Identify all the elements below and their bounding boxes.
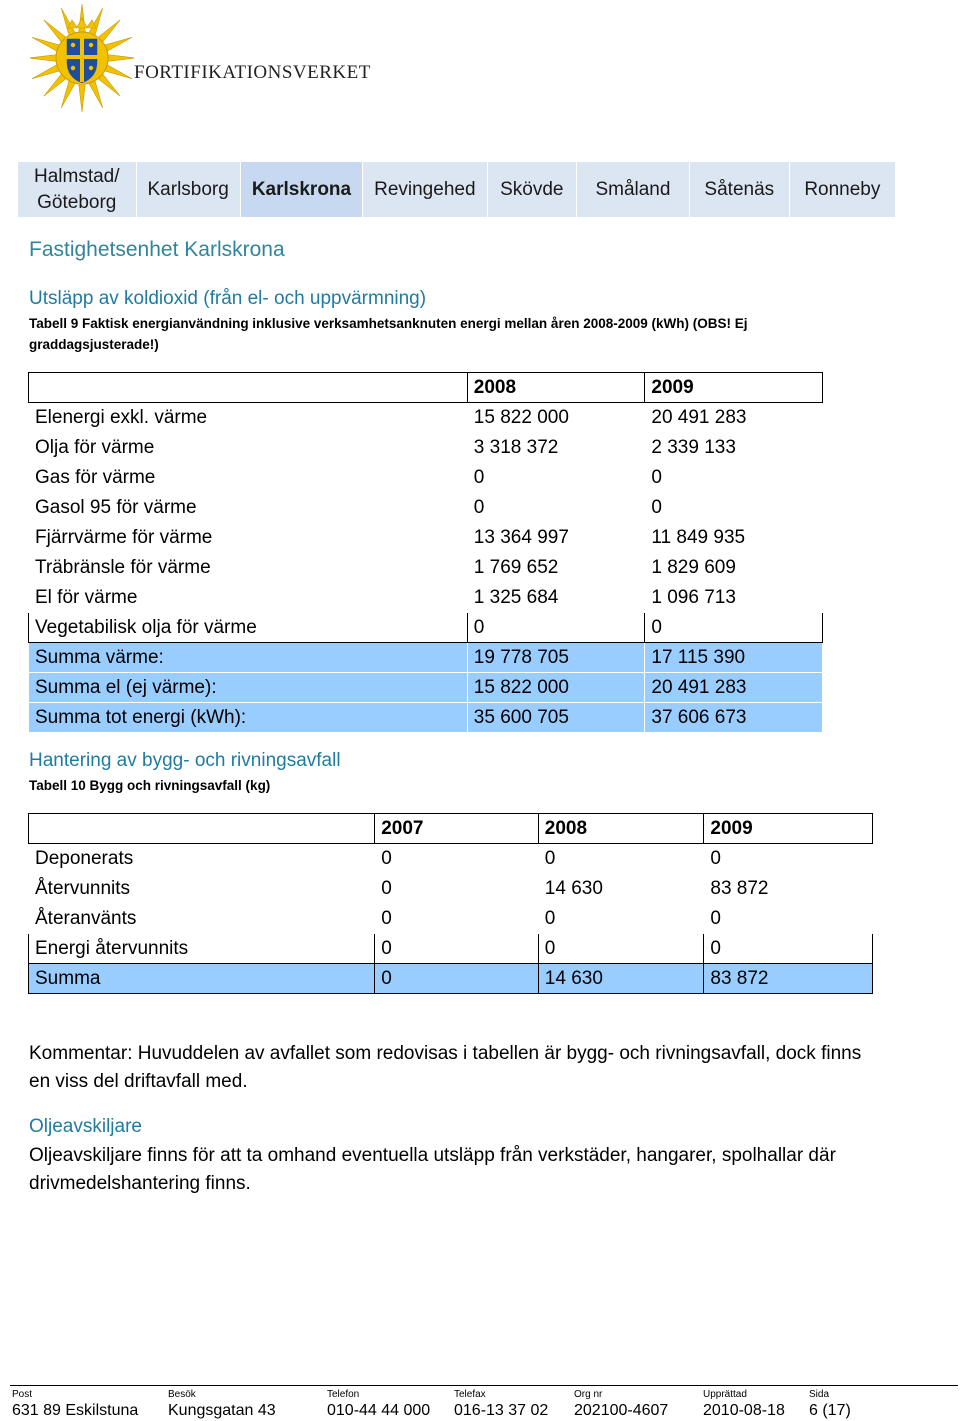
- cell-value: 14 630: [538, 964, 704, 994]
- header-cell: 2009: [704, 814, 873, 844]
- header-cell: 2007: [375, 814, 539, 844]
- cell-value: 0: [704, 934, 873, 964]
- header-cell: 2008: [467, 373, 645, 403]
- cell-value: 0: [538, 904, 704, 934]
- cell-value: 1 325 684: [467, 583, 645, 613]
- fortifikationsverket-logo: [30, 2, 134, 114]
- table-row: [29, 613, 823, 643]
- page-footer: [10, 1385, 958, 1421]
- footer-value: 2010-08-18: [703, 1402, 785, 1419]
- cell-value: 0: [375, 844, 539, 874]
- cell-value: 0: [467, 463, 645, 493]
- table-row: [29, 553, 823, 583]
- nav-item-label: Halmstad/ Göteborg: [33, 165, 120, 213]
- row-label: Vegetabilisk olja för värme: [29, 613, 468, 643]
- nav-item-label: Karlskrona: [251, 178, 352, 200]
- cell-value: 20 491 283: [645, 673, 823, 703]
- cell-value: 17 115 390: [645, 643, 823, 673]
- table-caption-10: Tabell 10 Bygg och rivningsavfall (kg): [29, 778, 271, 793]
- cell-value: 15 822 000: [467, 403, 645, 433]
- sum-row: [29, 964, 873, 994]
- footer-label: Telefax: [454, 1389, 486, 1400]
- cell-value: 83 872: [704, 964, 873, 994]
- header-cell: [29, 373, 468, 403]
- footer-page: [809, 1386, 889, 1421]
- cell-value: 0: [467, 613, 645, 643]
- table-row: [29, 934, 873, 964]
- footer-label: Telefon: [327, 1389, 360, 1400]
- nav-item-smaland[interactable]: [577, 162, 690, 217]
- footer-label: Org nr: [574, 1389, 603, 1400]
- row-label: Summa: [29, 964, 375, 994]
- table-row: [29, 433, 823, 463]
- footer-post: [10, 1386, 168, 1421]
- nav-item-halmstad-goteborg[interactable]: [18, 162, 137, 217]
- table-row: [29, 403, 823, 433]
- footer-phone: [327, 1386, 454, 1421]
- cell-value: 0: [375, 964, 539, 994]
- table-row: [29, 844, 873, 874]
- table-header-row: [29, 373, 823, 403]
- waste-comment: Kommentar: Huvuddelen av avfallet som redovisas i tabellen är bygg- och rivningsavfall, dock finns en viss del driftavfall med.: [29, 1043, 862, 1092]
- cell-value: 15 822 000: [467, 673, 645, 703]
- row-label: Återanvänts: [29, 904, 375, 934]
- nav-item-label: Såtenäs: [704, 178, 775, 200]
- row-label: Gasol 95 för värme: [29, 493, 468, 523]
- cell-value: 0: [375, 904, 539, 934]
- cell-value: 3 318 372: [467, 433, 645, 463]
- table-row: [29, 493, 823, 523]
- table-row: [29, 874, 873, 904]
- footer-label: Besök: [168, 1389, 196, 1400]
- nav-item-karlsborg[interactable]: [137, 162, 241, 217]
- cell-value: 0: [375, 934, 539, 964]
- organization-name: FORTIFIKATIONSVERKET: [134, 62, 371, 83]
- nav-item-revingehed[interactable]: [363, 162, 487, 217]
- row-label: Summa värme:: [29, 643, 468, 673]
- cell-value: 0: [704, 844, 873, 874]
- footer-created: [703, 1386, 809, 1421]
- cell-value: 1 829 609: [645, 553, 823, 583]
- row-label: Återvunnits: [29, 874, 375, 904]
- nav-item-ronneby[interactable]: [790, 162, 895, 217]
- cell-value: 0: [538, 934, 704, 964]
- footer-label: Sida: [809, 1389, 830, 1400]
- footer-label: Post: [12, 1389, 33, 1400]
- table-row: [29, 904, 873, 934]
- cell-value: 2 339 133: [645, 433, 823, 463]
- cell-value: 14 630: [538, 874, 704, 904]
- row-label: Deponerats: [29, 844, 375, 874]
- footer-value: 202100-4607: [574, 1402, 669, 1419]
- cell-value: 0: [704, 904, 873, 934]
- header-cell: [29, 814, 375, 844]
- sum-row: [29, 673, 823, 703]
- row-label: Summa el (ej värme):: [29, 673, 468, 703]
- nav-item-satenas[interactable]: [690, 162, 790, 217]
- footer-value: 016-13 37 02: [454, 1402, 549, 1419]
- footer-value: Kungsgatan 43: [168, 1402, 276, 1419]
- table-row: [29, 583, 823, 613]
- row-label: Energi återvunnits: [29, 934, 375, 964]
- table-row: [29, 523, 823, 553]
- sum-row: [29, 703, 823, 733]
- cell-value: 83 872: [704, 874, 873, 904]
- section-heading-waste: Hantering av bygg- och rivningsavfall: [29, 750, 341, 771]
- footer-label: Upprättad: [703, 1389, 747, 1400]
- nav-item-label: Revingehed: [374, 178, 476, 200]
- footer-value: 6 (17): [809, 1402, 851, 1419]
- cell-value: 20 491 283: [645, 403, 823, 433]
- section-heading-co2: Utsläpp av koldioxid (från el- och uppvärmning): [29, 288, 427, 309]
- location-nav: [18, 162, 895, 217]
- nav-item-label: Ronneby: [804, 178, 881, 200]
- header-cell: 2008: [538, 814, 704, 844]
- cell-value: 19 778 705: [467, 643, 645, 673]
- footer-org-nr: [574, 1386, 703, 1421]
- cell-value: 0: [645, 493, 823, 523]
- row-label: Fjärrvärme för värme: [29, 523, 468, 553]
- energy-table: [28, 372, 823, 733]
- cell-value: 0: [375, 874, 539, 904]
- footer-visit: [168, 1386, 327, 1421]
- cell-value: 1 096 713: [645, 583, 823, 613]
- cell-value: 11 849 935: [645, 523, 823, 553]
- cell-value: 37 606 673: [645, 703, 823, 733]
- nav-item-label: Skövde: [500, 178, 564, 200]
- cell-value: 35 600 705: [467, 703, 645, 733]
- sum-row: [29, 643, 823, 673]
- table-header-row: [29, 814, 873, 844]
- footer-value: 010-44 44 000: [327, 1402, 431, 1419]
- row-label: Träbränsle för värme: [29, 553, 468, 583]
- table-caption-9: Tabell 9 Faktisk energianvändning inklusive verksamhetsanknuten energi mellan åren 2008-2009 (kWh) (OBS! Ej graddagsjusterade!): [29, 316, 748, 352]
- nav-item-label: Småland: [595, 178, 671, 200]
- nav-item-skovde[interactable]: [488, 162, 577, 217]
- page-title: Fastighetsenhet Karlskrona: [29, 238, 285, 261]
- table-row: [29, 463, 823, 493]
- cell-value: 0: [645, 463, 823, 493]
- header-cell: 2009: [645, 373, 823, 403]
- nav-item-karlskrona[interactable]: [241, 162, 363, 217]
- oil-separator-text: Oljeavskiljare finns för att ta omhand eventuella utsläpp från verkstäder, hangarer, spolhallar där drivmedelshantering finns.: [29, 1145, 836, 1194]
- section-heading-oil-separator: Oljeavskiljare: [29, 1116, 142, 1137]
- cell-value: 0: [645, 613, 823, 643]
- cell-value: 1 769 652: [467, 553, 645, 583]
- cell-value: 0: [467, 493, 645, 523]
- row-label: El för värme: [29, 583, 468, 613]
- row-label: Olja för värme: [29, 433, 468, 463]
- row-label: Summa tot energi (kWh):: [29, 703, 468, 733]
- footer-fax: [454, 1386, 574, 1421]
- row-label: Elenergi exkl. värme: [29, 403, 468, 433]
- cell-value: 13 364 997: [467, 523, 645, 553]
- nav-item-label: Karlsborg: [147, 178, 229, 200]
- waste-table: [28, 813, 873, 994]
- cell-value: 0: [538, 844, 704, 874]
- footer-value: 631 89 Eskilstuna: [12, 1402, 139, 1419]
- row-label: Gas för värme: [29, 463, 468, 493]
